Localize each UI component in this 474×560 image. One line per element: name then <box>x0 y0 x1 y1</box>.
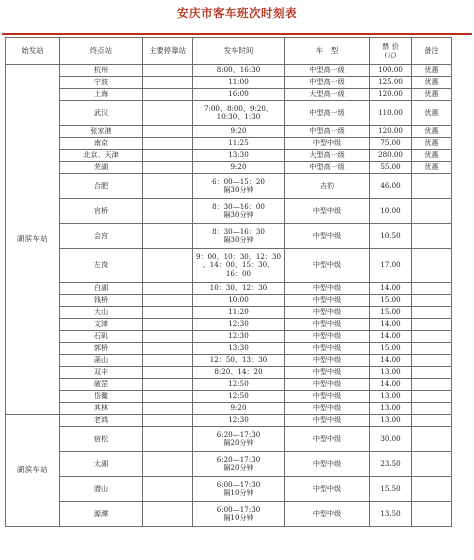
stops-cell <box>143 502 193 527</box>
remark-cell <box>412 249 452 283</box>
table-row <box>6 295 452 307</box>
destination-cell: 钱桥 <box>60 295 143 307</box>
price-cell: 15.50 <box>370 477 412 502</box>
departure-time-line: 10:00 <box>228 295 249 305</box>
price-cell: 14.00 <box>370 355 412 367</box>
vehicle-type-cell: 中型中级 <box>285 452 370 477</box>
departure-time-line: 6：00—15：20 <box>212 176 265 186</box>
departure-time-line: 13:30 <box>228 343 249 353</box>
price-cell: 120.00 <box>370 89 412 101</box>
departure-time-line: 12：50、13：30 <box>209 355 268 365</box>
departure-time-cell <box>193 319 285 331</box>
remark-cell: 优惠 <box>412 138 452 150</box>
stops-cell <box>143 199 193 224</box>
vehicle-type-cell: 中型高一级 <box>285 65 370 77</box>
price-cell: 23.50 <box>370 452 412 477</box>
table-row <box>6 331 452 343</box>
departure-time-line: 9：00、10：30、12：30 <box>195 252 282 262</box>
destination-cell: 文津 <box>60 319 143 331</box>
departure-time-cell <box>193 355 285 367</box>
stops-cell <box>143 126 193 138</box>
departure-time-cell <box>193 403 285 415</box>
stops-cell <box>143 355 193 367</box>
remark-cell <box>412 391 452 403</box>
vehicle-type-cell: 中型高一级 <box>285 162 370 174</box>
remark-cell <box>412 331 452 343</box>
price-cell: 17.00 <box>370 249 412 283</box>
page-title: 安庆市客车班次时刻表 <box>177 6 297 20</box>
remark-cell <box>412 343 452 355</box>
vehicle-type-cell: 中型中级 <box>285 249 370 283</box>
stops-cell <box>143 162 193 174</box>
destination-cell: 武汉 <box>60 101 143 126</box>
remark-cell <box>412 452 452 477</box>
table-row <box>6 150 452 162</box>
table-row <box>6 101 452 126</box>
departure-time-line: 7:00、8:00、9:20、 <box>203 103 274 113</box>
vehicle-type-cell: 中型中级 <box>285 295 370 307</box>
departure-time-line: 8：30—16：30 <box>212 226 265 236</box>
destination-cell: 石矶 <box>60 331 143 343</box>
departure-time-cell <box>193 199 285 224</box>
price-cell: 13.00 <box>370 415 412 427</box>
departure-time-cell <box>193 331 285 343</box>
destination-cell: 南京 <box>60 138 143 150</box>
vehicle-type-cell: 中型中级 <box>285 199 370 224</box>
stops-cell <box>143 427 193 452</box>
vehicle-type-cell: 中型中级 <box>285 283 370 295</box>
stops-cell <box>143 379 193 391</box>
price-cell: 10.50 <box>370 224 412 249</box>
departure-time-line: 8：30—16：00 <box>212 201 265 211</box>
destination-cell: 宁波 <box>60 77 143 89</box>
departure-time-line: 6:20—17:30 <box>216 429 261 439</box>
remark-cell: 优惠 <box>412 150 452 162</box>
remark-cell <box>412 367 452 379</box>
stops-cell <box>143 295 193 307</box>
departure-time-line: 11:20 <box>228 307 249 317</box>
remark-cell <box>412 295 452 307</box>
table-row <box>6 477 452 502</box>
stops-cell <box>143 391 193 403</box>
vehicle-type-cell: 中型中级 <box>285 415 370 427</box>
header-vehicle: 车 型 <box>285 38 370 65</box>
vehicle-type-cell: 中型中级 <box>285 502 370 527</box>
departure-time-line: 11:25 <box>228 138 249 148</box>
price-cell: 13.50 <box>370 502 412 527</box>
header-price-label: 票 价 <box>381 42 400 52</box>
price-cell: 15.00 <box>370 307 412 319</box>
stops-cell <box>143 249 193 283</box>
vehicle-type-cell: 中型中级 <box>285 403 370 415</box>
destination-cell: 官桥 <box>60 199 143 224</box>
table-row <box>6 403 452 415</box>
stops-cell <box>143 415 193 427</box>
vehicle-type-cell: 吉豹 <box>285 174 370 199</box>
departure-time-cell <box>193 379 285 391</box>
remark-cell <box>412 379 452 391</box>
departure-time-cell <box>193 89 285 101</box>
price-cell: 75.00 <box>370 138 412 150</box>
destination-cell: 上海 <box>60 89 143 101</box>
stops-cell <box>143 367 193 379</box>
vehicle-type-cell: 中型中级 <box>285 224 370 249</box>
destination-cell: 双丰 <box>60 367 143 379</box>
stops-cell <box>143 138 193 150</box>
vehicle-type-cell: 中型中级 <box>285 379 370 391</box>
destination-cell: 其林 <box>60 403 143 415</box>
stops-cell <box>143 477 193 502</box>
remark-cell <box>412 502 452 527</box>
departure-time-cell <box>193 162 285 174</box>
remark-cell <box>412 403 452 415</box>
remark-cell <box>412 415 452 427</box>
stops-cell <box>143 331 193 343</box>
remark-cell: 优惠 <box>412 101 452 126</box>
stops-cell <box>143 343 193 355</box>
table-row <box>6 65 452 77</box>
table-row <box>6 126 452 138</box>
departure-time-line: 、14：00、15：30、 <box>202 260 275 270</box>
table-row <box>6 283 452 295</box>
departure-time-cell <box>193 126 285 138</box>
remark-cell <box>412 224 452 249</box>
header-price <box>370 38 412 65</box>
stops-cell <box>143 224 193 249</box>
departure-time-line: 8:00、16:30 <box>216 65 261 75</box>
departure-time-line: 13:30 <box>228 150 249 160</box>
timetable <box>5 37 452 527</box>
departure-time-cell <box>193 283 285 295</box>
remark-cell: 优惠 <box>412 126 452 138</box>
price-cell: 15.00 <box>370 295 412 307</box>
remark-cell <box>412 174 452 199</box>
destination-cell: 宿松 <box>60 427 143 452</box>
vehicle-type-cell: 中型中级 <box>285 319 370 331</box>
remark-cell <box>412 477 452 502</box>
table-row <box>6 249 452 283</box>
price-cell: 14.00 <box>370 379 412 391</box>
price-cell: 280.00 <box>370 150 412 162</box>
destination-cell: 菡山 <box>60 355 143 367</box>
stops-cell <box>143 65 193 77</box>
table-row <box>6 138 452 150</box>
departure-time-line: 16:00 <box>228 89 249 99</box>
vehicle-type-cell: 中型高一级 <box>285 126 370 138</box>
price-cell: 120.00 <box>370 126 412 138</box>
departure-time-line: 隔30分钟 <box>223 235 254 244</box>
stops-cell <box>143 452 193 477</box>
departure-time-line: 12:50 <box>228 391 249 401</box>
departure-time-line: 8:20、14：20 <box>214 367 263 377</box>
vehicle-type-cell: 大型高一级 <box>285 150 370 162</box>
departure-time-line: 6:00—17:30 <box>216 504 261 514</box>
departure-time-line: 隔10分钟 <box>223 513 254 522</box>
departure-time-line: 隔20分钟 <box>223 463 254 472</box>
remark-cell: 优惠 <box>412 77 452 89</box>
departure-time-line: 10：30、12：30 <box>209 283 268 293</box>
departure-time-line: 12:30 <box>228 415 249 425</box>
stops-cell <box>143 307 193 319</box>
table-row <box>6 502 452 527</box>
stops-cell <box>143 283 193 295</box>
destination-cell: 岱鳌 <box>60 391 143 403</box>
price-cell: 55.00 <box>370 162 412 174</box>
destination-cell: 合肥 <box>60 174 143 199</box>
remark-cell: 优惠 <box>412 89 452 101</box>
vehicle-type-cell: 中型中级 <box>285 427 370 452</box>
price-cell: 13.00 <box>370 367 412 379</box>
price-cell: 14.00 <box>370 331 412 343</box>
departure-time-cell <box>193 174 285 199</box>
stops-cell <box>143 77 193 89</box>
departure-time-cell <box>193 295 285 307</box>
stops-cell <box>143 89 193 101</box>
price-cell: 110.00 <box>370 101 412 126</box>
table-row <box>6 415 452 427</box>
stops-cell <box>143 319 193 331</box>
departure-time-cell <box>193 452 285 477</box>
stops-cell <box>143 174 193 199</box>
remark-cell <box>412 319 452 331</box>
table-row <box>6 307 452 319</box>
departure-time-cell <box>193 65 285 77</box>
price-cell: 10.00 <box>370 199 412 224</box>
departure-time-line: 9:20 <box>230 162 247 172</box>
destination-cell: 破罡 <box>60 379 143 391</box>
departure-time-line: 隔20分钟 <box>223 438 254 447</box>
price-cell: 125.00 <box>370 77 412 89</box>
origin-station-cell: 湖滨车站 <box>6 65 60 415</box>
table-row <box>6 199 452 224</box>
departure-time-line: 隔30分钟 <box>223 185 254 194</box>
table-row <box>6 355 452 367</box>
remark-cell <box>412 283 452 295</box>
departure-time-cell <box>193 224 285 249</box>
vehicle-type-cell: 中型中级 <box>285 343 370 355</box>
vehicle-type-cell: 中型中级 <box>285 477 370 502</box>
departure-time-line: 16：00 <box>225 268 252 278</box>
stops-cell <box>143 403 193 415</box>
vehicle-type-cell: 中型高一级 <box>285 101 370 126</box>
departure-time-cell <box>193 427 285 452</box>
departure-time-cell <box>193 391 285 403</box>
table-row <box>6 319 452 331</box>
vehicle-type-cell: 中型中级 <box>285 331 370 343</box>
table-row <box>6 224 452 249</box>
departure-time-line: 12:30 <box>228 331 249 341</box>
vehicle-type-cell: 中型中级 <box>285 307 370 319</box>
price-cell: 46.00 <box>370 174 412 199</box>
remark-cell: 优惠 <box>412 162 452 174</box>
price-cell: 13.00 <box>370 403 412 415</box>
vehicle-type-cell: 中型中级 <box>285 138 370 150</box>
table-row <box>6 162 452 174</box>
departure-time-cell <box>193 415 285 427</box>
destination-cell: 左岗 <box>60 249 143 283</box>
table-row <box>6 379 452 391</box>
destination-cell: 杭州 <box>60 65 143 77</box>
departure-time-line: 9:20 <box>230 403 247 413</box>
departure-time-cell <box>193 307 285 319</box>
header-origin: 始发站 <box>6 38 60 65</box>
vehicle-type-cell: 中型中级 <box>285 355 370 367</box>
remark-cell <box>412 427 452 452</box>
departure-time-cell <box>193 138 285 150</box>
destination-cell: 太湖 <box>60 452 143 477</box>
price-cell: 13.00 <box>370 391 412 403</box>
header-row <box>6 38 452 65</box>
departure-time-line: 6:00—17:30 <box>216 479 261 489</box>
header-price-unit: (元) <box>384 50 397 59</box>
header-departure: 发车时间 <box>193 38 285 65</box>
price-cell: 14.00 <box>370 283 412 295</box>
stops-cell <box>143 101 193 126</box>
destination-cell: 大山 <box>60 307 143 319</box>
title-divider <box>2 33 472 35</box>
remark-cell: 优惠 <box>412 65 452 77</box>
vehicle-type-cell: 大型高一级 <box>285 89 370 101</box>
vehicle-type-cell: 中型中级 <box>285 367 370 379</box>
vehicle-type-cell: 中型高一级 <box>285 77 370 89</box>
price-cell: 15.00 <box>370 343 412 355</box>
departure-time-line: 10:30、1:30 <box>216 112 261 121</box>
departure-time-cell <box>193 101 285 126</box>
table-row <box>6 452 452 477</box>
stops-cell <box>143 150 193 162</box>
destination-cell: 老鸿 <box>60 415 143 427</box>
departure-time-cell <box>193 249 285 283</box>
table-row <box>6 89 452 101</box>
price-cell: 14.00 <box>370 319 412 331</box>
table-row <box>6 77 452 89</box>
departure-time-cell <box>193 77 285 89</box>
destination-cell: 白湖 <box>60 283 143 295</box>
destination-cell: 张家港 <box>60 126 143 138</box>
departure-time-cell <box>193 150 285 162</box>
header-stops: 主要停靠站 <box>143 38 193 65</box>
destination-cell: 会宫 <box>60 224 143 249</box>
departure-time-line: 隔10分钟 <box>223 488 254 497</box>
departure-time-cell <box>193 502 285 527</box>
destination-cell: 芜湖 <box>60 162 143 174</box>
price-cell: 100.00 <box>370 65 412 77</box>
departure-time-line: 12:30 <box>228 319 249 329</box>
destination-cell: 郭桥 <box>60 343 143 355</box>
header-remark: 备注 <box>412 38 452 65</box>
departure-time-cell <box>193 477 285 502</box>
table-row <box>6 427 452 452</box>
remark-cell <box>412 307 452 319</box>
departure-time-line: 9:20 <box>230 126 247 136</box>
table-row <box>6 367 452 379</box>
departure-time-line: 12:50 <box>228 379 249 389</box>
origin-station-cell: 湖滨车站 <box>6 415 60 527</box>
departure-time-line: 隔30分钟 <box>223 210 254 219</box>
departure-time-cell <box>193 343 285 355</box>
vehicle-type-cell: 中型中级 <box>285 391 370 403</box>
departure-time-line: 6:20—17:30 <box>216 454 261 464</box>
departure-time-line: 11:00 <box>228 77 249 87</box>
remark-cell <box>412 199 452 224</box>
remark-cell <box>412 355 452 367</box>
table-row <box>6 391 452 403</box>
destination-cell: 潜山 <box>60 477 143 502</box>
destination-cell: 源潭 <box>60 502 143 527</box>
destination-cell: 北京、天津 <box>60 150 143 162</box>
table-row <box>6 174 452 199</box>
table-row <box>6 343 452 355</box>
header-destination: 终点站 <box>60 38 143 65</box>
departure-time-cell <box>193 367 285 379</box>
timetable-body <box>6 65 452 527</box>
price-cell: 30.00 <box>370 427 412 452</box>
